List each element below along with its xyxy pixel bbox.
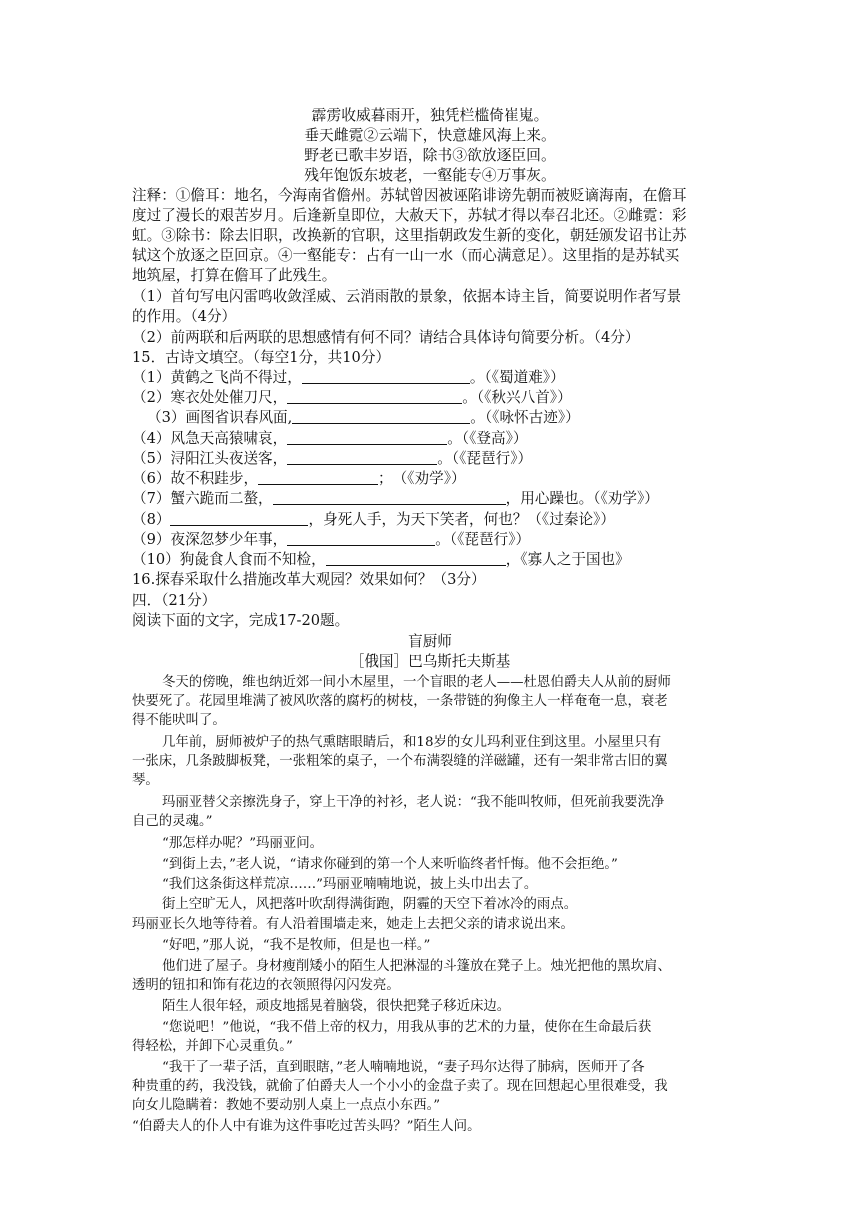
story-line: 冬天的傍晚，维也纳近郊一间小木屋里，一个盲眼的老人——杜恩伯爵夫人从前的厨师	[162, 675, 671, 690]
fill-suffix: ，《寡人之于国也》	[505, 551, 630, 568]
story-line: “您说吧！”他说，“我不借上帝的权力，用我从事的艺术的力量，使你在生命最后获	[162, 1020, 652, 1035]
answer-blank[interactable]	[273, 490, 506, 505]
fill-prefix: （4）风急天高猿啸哀，	[132, 430, 288, 447]
story-line: “到街上去，”老人说，“请求你碰到的第一个人来听临终者忏悔。他不会拒绝。”	[162, 857, 618, 872]
story-line: 陌生人很年轻，顽皮地摇晃着脑袋，很快把凳子移近床边。	[162, 999, 511, 1014]
fill-item-7	[132, 489, 732, 508]
story-line: 得不能吠叫了。	[132, 713, 226, 728]
story-line: 玛丽亚长久地等待着。有人沿着围墙走来，她走上去把父亲的请求说出来。	[132, 917, 574, 932]
story-line: 向女儿隐瞒着：教她不要动别人桌上一点点小东西。”	[132, 1098, 441, 1113]
story-line: 种贵重的药，我没钱，就偷了伯爵夫人一个小小的金盘子卖了。现在回想起心里很难受，我	[132, 1079, 668, 1094]
story-line: 得轻松，并卸下心灵重负。”	[132, 1039, 293, 1054]
fill-item-3	[147, 408, 747, 427]
fill-item-9	[132, 530, 732, 549]
answer-blank[interactable]	[287, 450, 437, 465]
story-line: “好吧，”那人说，“我不是牧师，但是也一样。”	[162, 938, 431, 953]
note-line: 虹。③除书：除去旧职，改换新的官职，这里指朝政发生新的变化，朝廷颁发诏书让苏	[132, 227, 687, 244]
fill-item-6	[132, 469, 732, 488]
poem-line: 垂天雌霓②云端下，快意雄风海上来。	[304, 127, 556, 144]
fill-prefix: （8）	[132, 511, 171, 528]
story-line: “伯爵夫人的仆人中有谁为这件事吃过苦头吗？”陌生人问。	[132, 1119, 481, 1134]
fill-item-4	[132, 429, 732, 448]
answer-blank[interactable]	[287, 531, 435, 546]
fill-prefix: （2）寒衣处处催刀尺，	[132, 389, 288, 406]
fill-prefix: （10）狗彘食人食而不知检，	[132, 551, 326, 568]
story-author: ［俄国］巴乌斯托夫斯基	[349, 653, 511, 670]
fill-suffix: 。（《秋兴八首》）	[462, 389, 572, 406]
answer-blank[interactable]	[287, 389, 462, 404]
fill-item-2	[132, 388, 732, 407]
fill-prefix: （7）蟹六跪而二螯，	[132, 490, 273, 507]
question-14-2: （2）前两联和后两联的思想感情有何不同？请结合具体诗句简要分析。（4分）	[132, 329, 640, 346]
story-line: “那怎样办呢？”玛丽亚问。	[162, 836, 323, 851]
note-line: 度过了漫长的艰苦岁月。后逢新皇即位，大赦天下，苏轼才得以奉召北还。②雌霓：彩	[132, 207, 687, 224]
answer-blank[interactable]	[326, 551, 506, 566]
story-line: 自己的灵魂。”	[132, 814, 213, 829]
answer-blank[interactable]	[287, 430, 447, 445]
story-line: “我们这条街这样荒凉……”玛丽亚喃喃地说，披上头巾出去了。	[162, 877, 538, 892]
fill-suffix: 。（《蜀道难》）	[469, 369, 565, 386]
story-title: 盲厨师	[408, 633, 452, 650]
fill-suffix: 。（《琵琶行》）	[437, 450, 533, 467]
story-line: 琴。	[132, 773, 159, 788]
question-14-1-cont: 的作用。（4分）	[132, 308, 237, 325]
poem-line: 残年饱饭东坡老，一壑能专④万事灰。	[304, 167, 556, 184]
fill-item-10	[132, 550, 732, 569]
question-14-1: （1）首句写电闪雷鸣收敛淫威、云消雨散的景象，依据本诗主旨，简要说明作者写景	[132, 288, 682, 305]
section-4-heading: 四．（21分）	[132, 592, 217, 609]
note-line: 轼这个放逐之臣回京。④一壑能专：占有一山一水（而心满意足）。这里指的是苏轼买	[132, 247, 680, 264]
question-16: 16.探春采取什么措施改革大观园？效果如何？（3分）	[132, 571, 486, 588]
fill-suffix: 。（《琵琶行》）	[435, 531, 531, 548]
fill-item-8	[132, 510, 732, 529]
note-line: 地筑屋，打算在儋耳了此残生。	[132, 267, 337, 284]
reading-instruction: 阅读下面的文字，完成17-20题。	[132, 612, 350, 629]
fill-prefix: （6）故不积跬步，	[132, 470, 259, 487]
answer-blank[interactable]	[302, 369, 470, 384]
fill-item-1	[132, 368, 732, 387]
answer-blank[interactable]	[258, 470, 378, 485]
fill-suffix: ，用心躁也。（《劝学》）	[505, 490, 659, 507]
fill-prefix: （3）画图省识春风面,	[147, 409, 293, 426]
note-line: 注释：①儋耳：地名，今海南省儋州。苏轼曾因被诬陷诽谤先朝而被贬谪海南，在儋耳	[132, 187, 687, 204]
answer-blank[interactable]	[292, 409, 470, 424]
question-15-heading: 15．古诗文填空。（每空1分，共10分）	[132, 349, 391, 366]
poem-line: 霹雳收威暮雨开，独凭栏槛倚崔嵬。	[311, 107, 549, 124]
fill-suffix: ，身死人手，为天下笑者，何也？（《过秦论》）	[308, 511, 615, 528]
fill-item-5	[132, 449, 732, 468]
fill-suffix: 。（《咏怀古迹》）	[470, 409, 580, 426]
fill-prefix: （1）黄鹤之飞尚不得过，	[132, 369, 302, 386]
story-line: 透明的钮扣和饰有花边的衣领照得闪闪发亮。	[132, 978, 400, 993]
story-line: 街上空旷无人，风把落叶吹刮得满街跑，阴霾的天空下着冰冷的雨点。	[162, 897, 578, 912]
story-line: 一张床，几条跛脚板凳，一张粗笨的桌子，一个布满裂缝的洋磁罐，还有一架非常古旧的翼	[132, 754, 668, 769]
answer-blank[interactable]	[170, 511, 308, 526]
fill-suffix: ； （《劝学》）	[378, 470, 466, 487]
story-line: “我干了一辈子活，直到眼瞎，”老人喃喃地说，“妻子玛尔达得了肺病，医师开了各	[162, 1060, 645, 1075]
story-line: 玛丽亚替父亲擦洗身子，穿上干净的衬衫，老人说：“我不能叫牧师，但死前我要洗净	[162, 795, 665, 810]
poem-line: 野老已歌丰岁语，除书③欲放逐臣回。	[304, 147, 556, 164]
story-line: 快要死了。花园里堆满了被风吹落的腐朽的树枝，一条带链的狗像主人一样奄奄一息，衰老	[132, 694, 668, 709]
fill-suffix: 。（《登高》）	[447, 430, 528, 447]
fill-prefix: （5）浔阳江头夜送客，	[132, 450, 288, 467]
fill-prefix: （9）夜深忽梦少年事，	[132, 531, 288, 548]
story-line: 他们进了屋子。身材瘦削矮小的陌生人把淋湿的斗篷放在凳子上。烛光把他的黑坎肩、	[162, 959, 671, 974]
story-line: 几年前，厨师被炉子的热气熏瞎眼睛后，和18岁的女儿玛利亚住到这里。小屋里只有	[162, 735, 662, 750]
